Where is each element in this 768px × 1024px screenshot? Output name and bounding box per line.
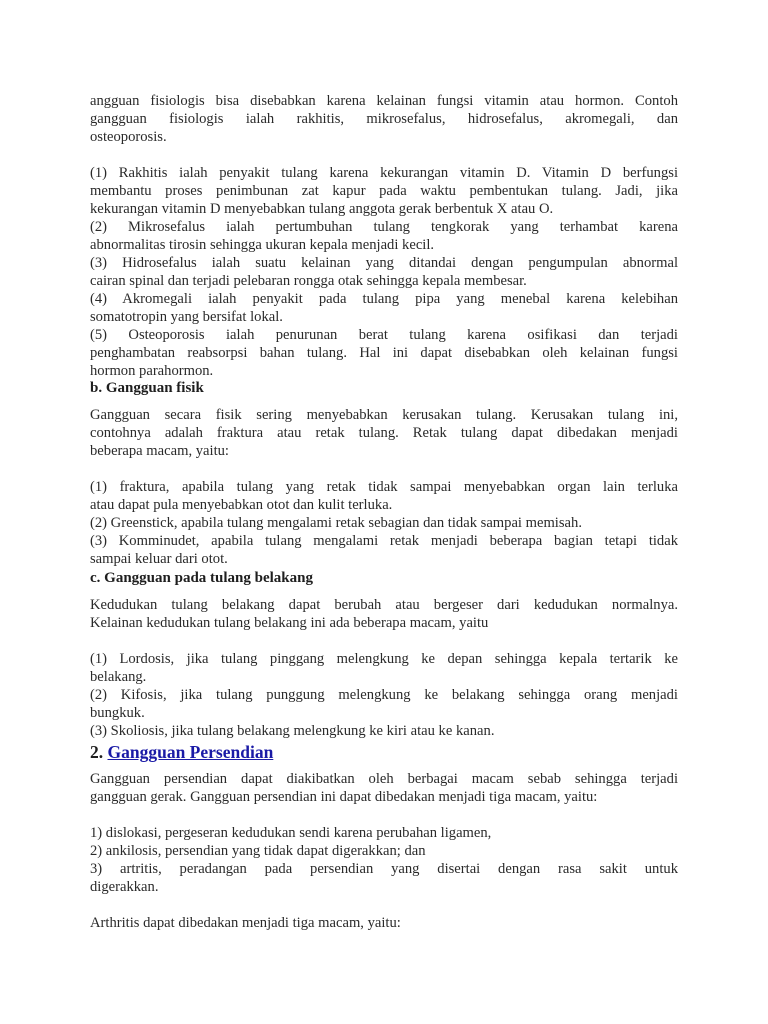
text-line: contohnya adalah fraktura atau retak tulang. Retak tulang dapat dibedakan menjadi: [90, 425, 678, 441]
intro-paragraph: [90, 92, 678, 146]
list-item: [90, 722, 678, 740]
text-line: angguan fisiologis bisa disebabkan karena kelainan fungsi vitamin atau hormon. Contoh: [90, 93, 678, 109]
text-line: Kelainan kedudukan tulang belakang ini ada beberapa macam, yaitu: [90, 615, 489, 631]
text-line: atau dapat pula menyebabkan otot dan kulit terluka.: [90, 497, 393, 513]
text-line: (1) Rakhitis ialah penyakit tulang karena kekurangan vitamin D. Vitamin D berfungsi: [90, 165, 678, 181]
arthritis-intro-paragraph: [90, 914, 678, 932]
list-item: [90, 532, 678, 568]
text-line: (1) Lordosis, jika tulang pinggang melengkung ke depan sehingga kepala tertarik ke: [90, 651, 678, 667]
text-line: (2) Kifosis, jika tulang punggung melengkung ke belakang sehingga orang menjadi: [90, 687, 678, 703]
text-line: kekurangan vitamin D menyebabkan tulang anggota gerak berbentuk X atau O.: [90, 201, 554, 217]
text-line: hormon parahormon.: [90, 363, 214, 379]
list-item: [90, 290, 678, 326]
text-line: abnormalitas tirosin sehingga ukuran kepala menjadi kecil.: [90, 237, 435, 253]
persendian-list: [90, 824, 678, 896]
text-line: (2) Mikrosefalus ialah pertumbuhan tulang tengkorak yang terhambat karena: [90, 219, 678, 235]
list-item: [90, 824, 678, 842]
list-item: [90, 326, 678, 380]
list-item: [90, 218, 678, 254]
list-item: [90, 254, 678, 290]
text-line: (1) fraktura, apabila tulang yang retak tidak sampai menyebabkan organ lain terluka: [90, 479, 678, 495]
list-item: [90, 842, 678, 860]
text-line: belakang.: [90, 669, 147, 685]
text-line: (3) Hidrosefalus ialah suatu kelainan yang ditandai dengan pengumpulan abnormal: [90, 255, 678, 271]
belakang-list: [90, 650, 678, 740]
text-line: gangguan gerak. Gangguan persendian ini dapat dibedakan menjadi tiga macam, yaitu:: [90, 789, 598, 805]
text-line: digerakkan.: [90, 879, 159, 895]
text-line: 2) ankilosis, persendian yang tidak dapat digerakkan; dan: [90, 843, 426, 859]
text-line: (3) Komminudet, apabila tulang mengalami retak menjadi beberapa bagian tetapi tidak: [90, 533, 678, 549]
text-line: Kedudukan tulang belakang dapat berubah atau bergeser dari kedudukan normalnya.: [90, 597, 678, 613]
text-line: beberapa macam, yaitu:: [90, 443, 229, 459]
list-item: [90, 650, 678, 686]
text-line: penghambatan reabsorpsi bahan tulang. Hal ini dapat disebabkan oleh kelainan fungsi: [90, 345, 678, 361]
heading-gangguan-persendian: [90, 742, 273, 763]
text-line: Gangguan persendian dapat diakibatkan oleh berbagai macam sebab sehingga terjadi: [90, 771, 678, 787]
gangguan-persendian-link[interactable]: Gangguan Persendian: [107, 742, 274, 762]
text-line: Arthritis dapat dibedakan menjadi tiga macam, yaitu:: [90, 915, 401, 931]
text-line: (4) Akromegali ialah penyakit pada tulang pipa yang menebal karena kelebihan: [90, 291, 678, 307]
text-line: gangguan fisiologis ialah rakhitis, mikrosefalus, hidrosefalus, akromegali, dan: [90, 111, 678, 127]
fisiologis-list: [90, 164, 678, 380]
list-item: [90, 686, 678, 722]
heading-tulang-belakang: c. Gangguan pada tulang belakang: [90, 570, 313, 586]
text-line: (3) Skoliosis, jika tulang belakang melengkung ke kiri atau ke kanan.: [90, 723, 495, 739]
heading-number: 2.: [90, 742, 108, 762]
text-line: cairan spinal dan terjadi pelebaran rongga otak sehingga kepala membesar.: [90, 273, 527, 289]
text-line: 1) dislokasi, pergeseran kedudukan sendi karena perubahan ligamen,: [90, 825, 492, 841]
text-line: sampai keluar dari otot.: [90, 551, 228, 567]
text-line: Gangguan secara fisik sering menyebabkan kerusakan tulang. Kerusakan tulang ini,: [90, 407, 678, 423]
belakang-intro-paragraph: [90, 596, 678, 632]
fisik-list: [90, 478, 678, 568]
persendian-intro-paragraph: [90, 770, 678, 806]
list-item: [90, 478, 678, 514]
text-line: 3) artritis, peradangan pada persendian yang disertai dengan rasa sakit untuk: [90, 861, 678, 877]
text-line: osteoporosis.: [90, 129, 167, 145]
text-line: somatotropin yang bersifat lokal.: [90, 309, 283, 325]
heading-gangguan-fisik: b. Gangguan fisik: [90, 380, 204, 396]
text-line: bungkuk.: [90, 705, 145, 721]
text-line: (2) Greenstick, apabila tulang mengalami retak sebagian dan tidak sampai memisah.: [90, 515, 582, 531]
list-item: [90, 164, 678, 218]
list-item: [90, 514, 678, 532]
text-line: (5) Osteoporosis ialah penurunan berat tulang karena osifikasi dan terjadi: [90, 327, 678, 343]
text-line: membantu proses penimbunan zat kapur pada waktu pembentukan tulang. Jadi, jika: [90, 183, 678, 199]
list-item: [90, 860, 678, 896]
fisik-intro-paragraph: [90, 406, 678, 460]
